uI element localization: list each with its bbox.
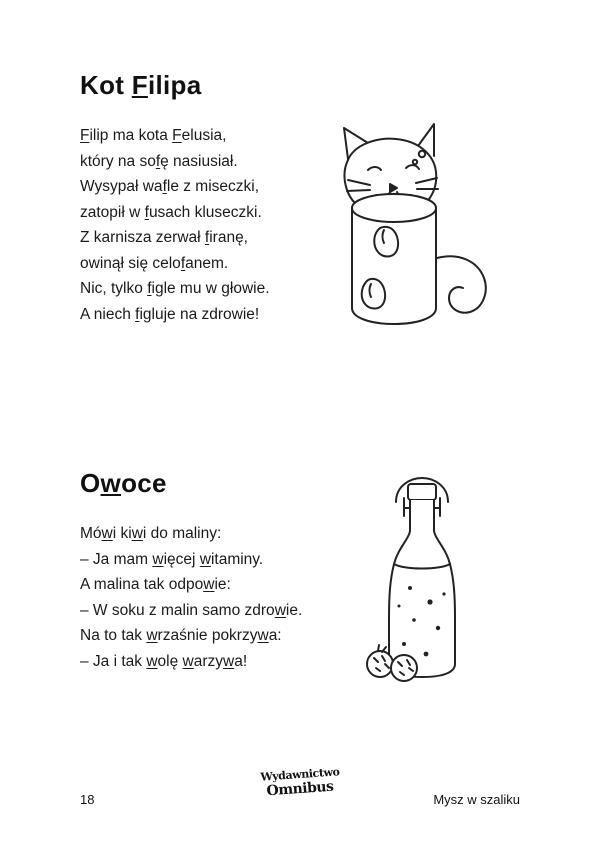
poem-body-owoce (80, 521, 330, 674)
poem-line: Filip ma kota Felusia, (80, 127, 227, 144)
poem-line: – W soku z malin samo zdrowie. (80, 601, 303, 619)
poem-line: – Ja mam więcej witaminy. (80, 550, 264, 568)
publisher-logo-line1: Wydawnictwo (260, 765, 340, 784)
publisher-logo-line2: Omnibus (266, 778, 334, 800)
poem-line: Wysypał wafle z miseczki, (80, 178, 260, 195)
poem-line: Na to tak wrzaśnie pokrzywa: (80, 627, 282, 644)
poem-line: A malina tak odpowie: (80, 576, 231, 593)
poem-line: który na sofę nasiusiał. (80, 152, 238, 170)
poem-line: Mówi kiwi do maliny: (80, 525, 222, 542)
poem-line: Nic, tylko figle mu w głowie. (80, 280, 270, 297)
bottle-with-berries-illustration (352, 468, 492, 693)
poem-line: Z karnisza zerwał firanę, (80, 229, 248, 246)
poem-line: A niech figluje na zdrowie! (80, 305, 260, 323)
publisher-logo (252, 765, 348, 815)
poem-title-owoce: Owoce (80, 468, 167, 498)
poem-line: – Ja i tak wolę warzywa! (80, 652, 248, 670)
poem-title-kot-filipa: Kot Filipa (80, 70, 202, 100)
page-number: 18 (80, 792, 95, 807)
poem-body-kot-filipa (80, 123, 330, 327)
poem-section-kot-filipa (80, 70, 330, 327)
page-footer (0, 765, 600, 815)
poem-line: owinął się celofanem. (80, 254, 229, 272)
poem-line: zatopił w fusach kluseczki. (80, 203, 262, 221)
cat-in-tube-illustration (318, 112, 523, 347)
poem-section-owoce (80, 468, 330, 674)
running-title: Mysz w szaliku (433, 792, 520, 807)
